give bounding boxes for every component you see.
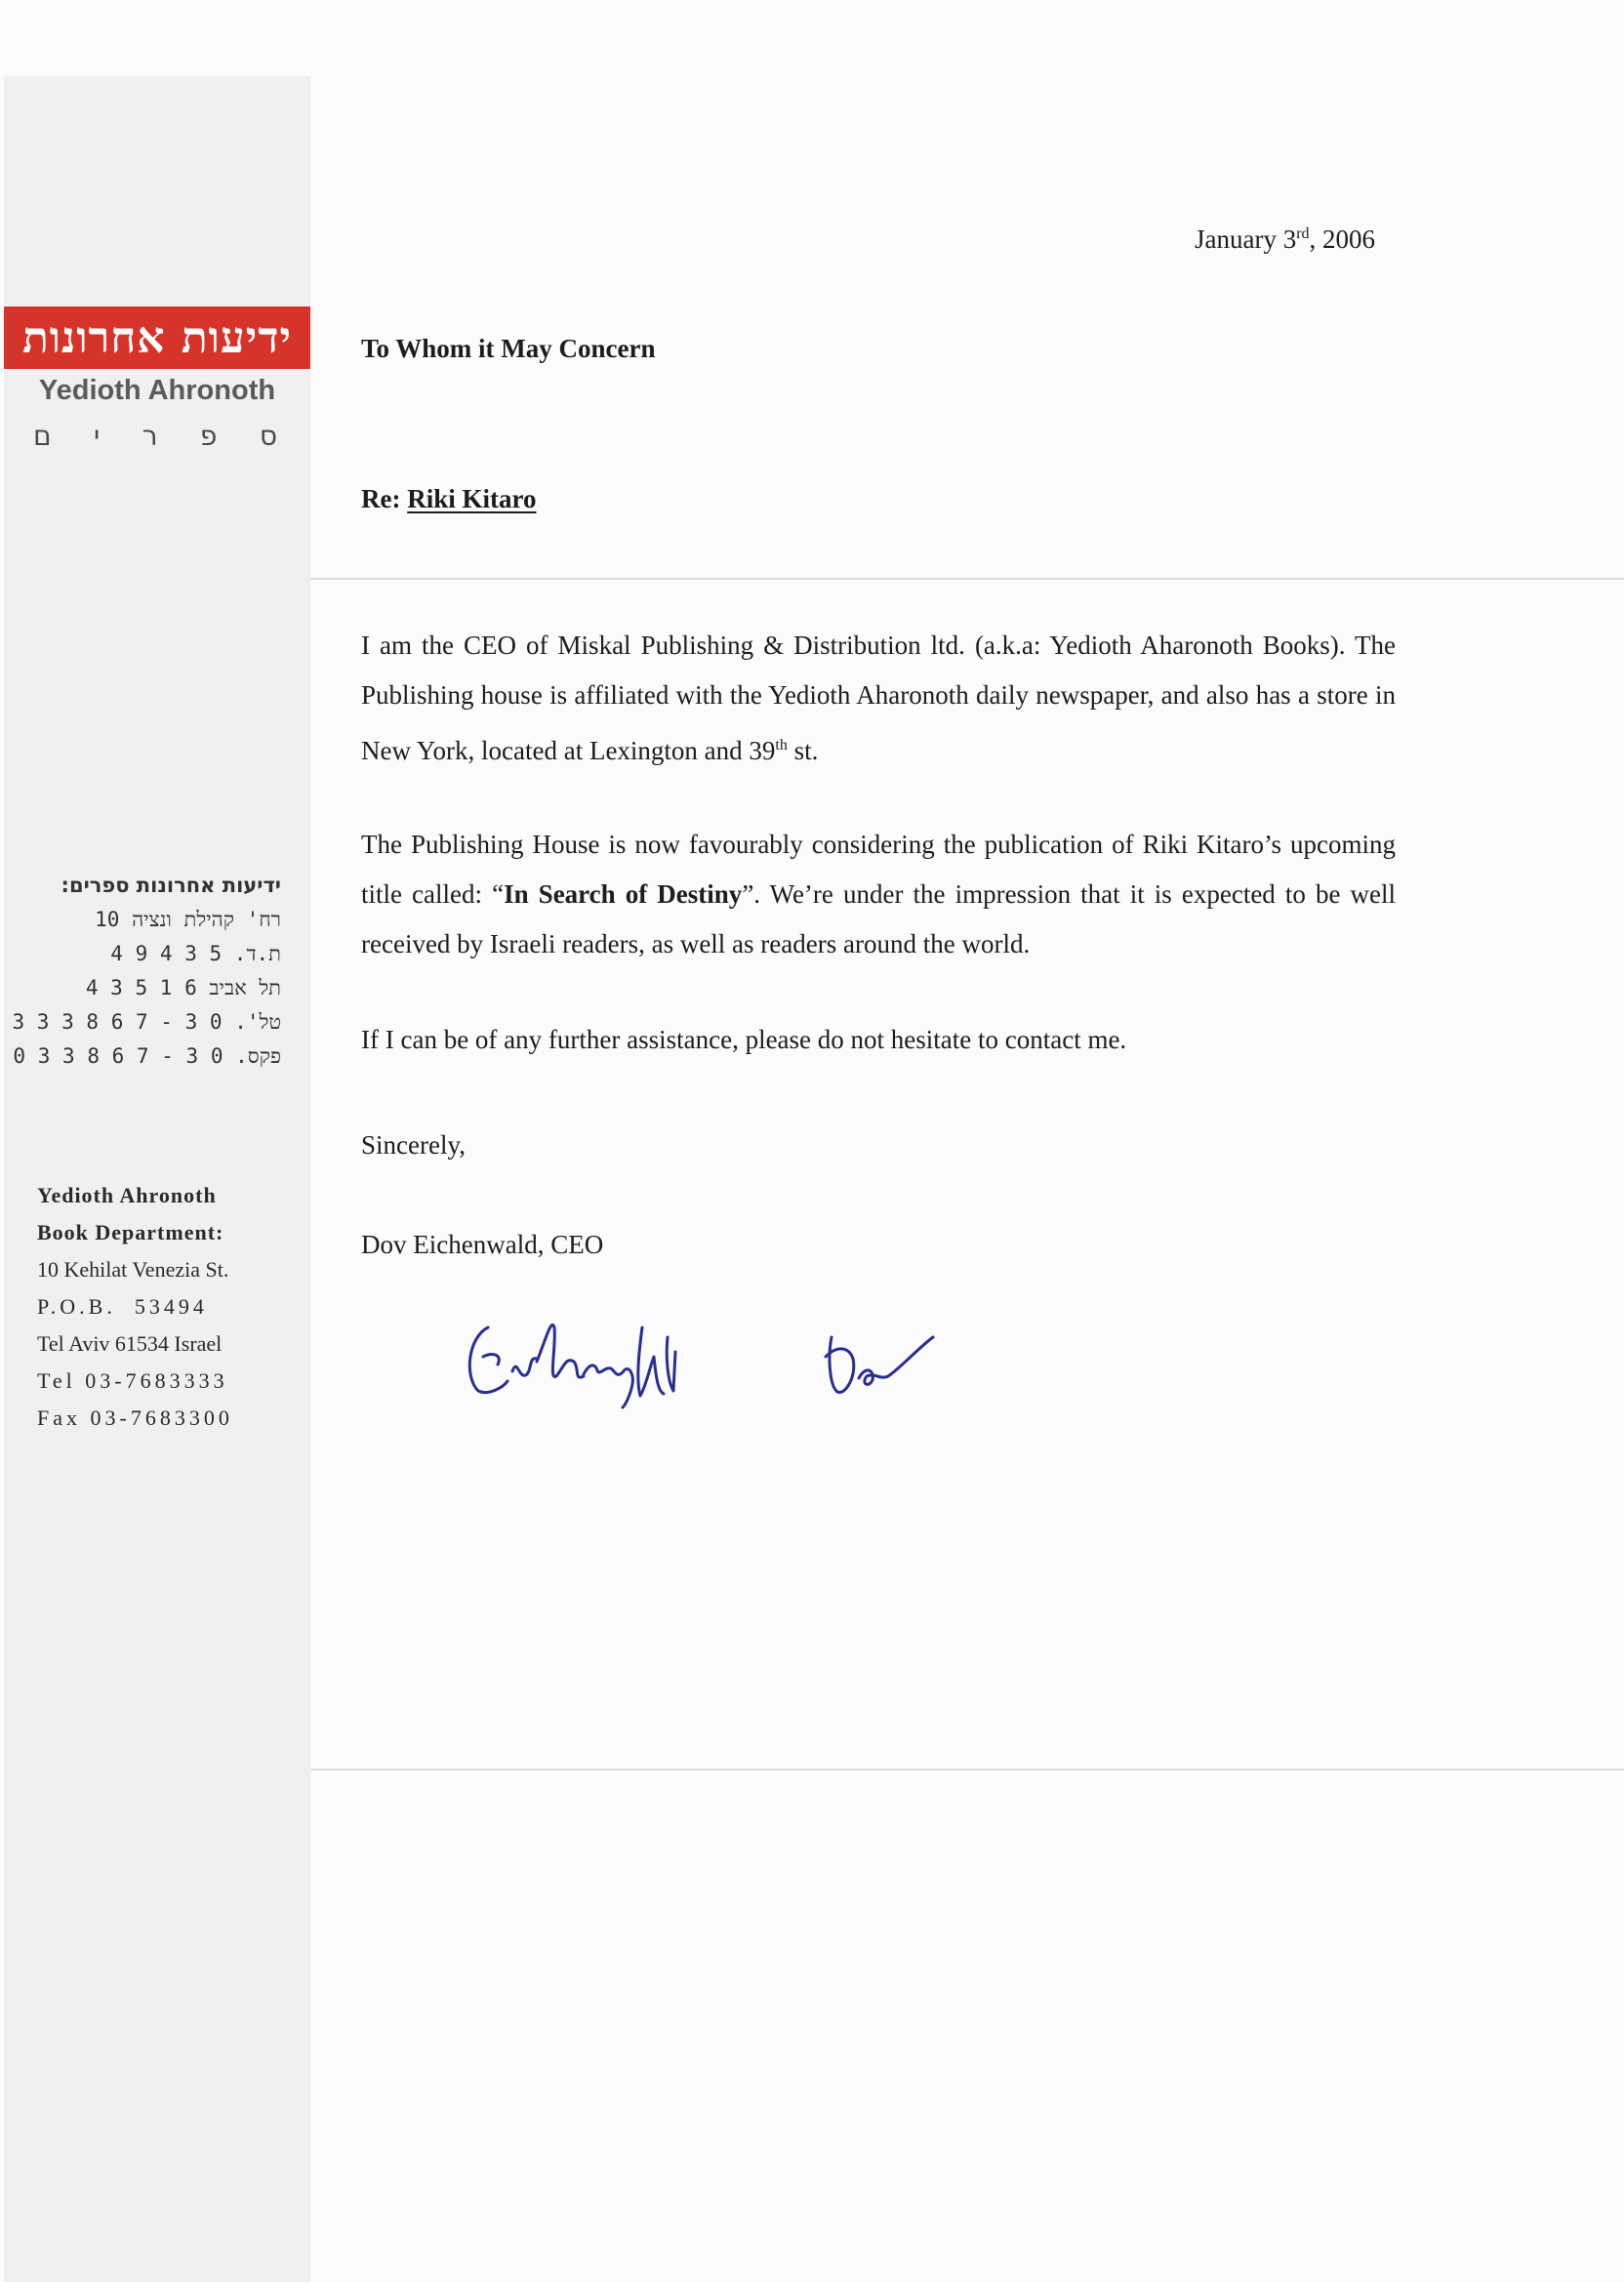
- p1-text: I am the CEO of Miskal Publishing & Distribution ltd. (a.k.a: Yedioth Aharonoth Books). The Publishing house is affiliated with the Yedioth Aharonoth daily newspaper, and also has a store in New York, located at Lexington and 39: [361, 631, 1396, 765]
- p2-text: The Publishing House is now favourably considering the publication of Riki Kitaro’s upcoming title called: “: [361, 830, 1396, 909]
- english-address-street: 10 Kehilat Venezia St.: [37, 1257, 229, 1282]
- closing: Sincerely,: [361, 1130, 466, 1160]
- logo-sub-letter: י: [94, 420, 101, 452]
- logo-band: [4, 306, 310, 369]
- p1-end: st.: [787, 736, 819, 765]
- book-title: In Search of Destiny: [504, 879, 743, 909]
- hebrew-address: [12, 869, 281, 1074]
- logo-sub-letter: ם: [33, 420, 52, 452]
- hebrew-address-line: ת.ד. 5 3 4 9 4: [110, 942, 281, 965]
- date-year: , 2006: [1309, 224, 1376, 254]
- re-label: Re:: [361, 484, 401, 513]
- hebrew-address-line: טל'. 0 3 - 7 6 8 3 3 3: [12, 1010, 281, 1034]
- tel-label: Tel: [37, 1368, 76, 1393]
- paragraph-publication: [361, 820, 1396, 969]
- paragraph-contact: If I can be of any further assistance, please do not hesitate to contact me.: [361, 1025, 1127, 1054]
- subject-line: [361, 484, 537, 514]
- handwritten-signature: [459, 1298, 1025, 1415]
- pob-value: 53494: [134, 1294, 208, 1319]
- fax-label: Fax: [37, 1406, 81, 1430]
- hebrew-address-line: פקס. 0 3 - 7 6 8 3 3 0: [13, 1044, 281, 1068]
- english-address-heading: Book Department:: [37, 1220, 224, 1244]
- english-address-tel: [37, 1363, 287, 1400]
- re-name: Riki Kitaro: [407, 484, 537, 513]
- pob-label: P.O.B.: [37, 1294, 116, 1319]
- fold-line: [310, 1769, 1624, 1771]
- english-address-pob: [37, 1288, 287, 1325]
- paragraph-intro: [361, 621, 1396, 776]
- logo-sub-letter: פ: [199, 420, 218, 452]
- logo-sub-letter: ר: [142, 420, 158, 452]
- hebrew-address-line: רח' קהילת ונציה 10: [95, 908, 281, 931]
- date-month: January 3: [1195, 224, 1297, 254]
- logo-hebrew: ידיעות אחרונות: [21, 312, 293, 363]
- english-address-fax: [37, 1400, 287, 1437]
- fax-value: 03-7683300: [90, 1406, 233, 1430]
- date-suffix: rd: [1296, 225, 1310, 242]
- p1-suffix: th: [775, 737, 788, 754]
- signer-name: Dov Eichenwald, CEO: [361, 1230, 604, 1259]
- p2-end: ”. We’re under the impression that it is expected to be well received by Israeli readers, as well as readers around the world.: [361, 879, 1396, 958]
- logo-sub-letter: ס: [259, 420, 277, 452]
- fold-line: [310, 578, 1624, 580]
- tel-value: 03-7683333: [85, 1368, 228, 1393]
- hebrew-address-heading: ידיעות אחרונות ספרים:: [61, 874, 281, 897]
- salutation: To Whom it May Concern: [361, 334, 656, 363]
- english-address-city: Tel Aviv 61534 Israel: [37, 1331, 223, 1356]
- letterhead-sidebar: [4, 76, 310, 2282]
- logo-subtitle: [33, 420, 277, 452]
- letter-date: [1195, 224, 1375, 255]
- logo-latin: Yedioth Ahronoth: [38, 375, 276, 406]
- english-address: [37, 1177, 287, 1437]
- hebrew-address-line: תל אביב 6 1 5 3 4: [85, 976, 281, 999]
- english-address-heading: Yedioth Ahronoth: [37, 1183, 217, 1207]
